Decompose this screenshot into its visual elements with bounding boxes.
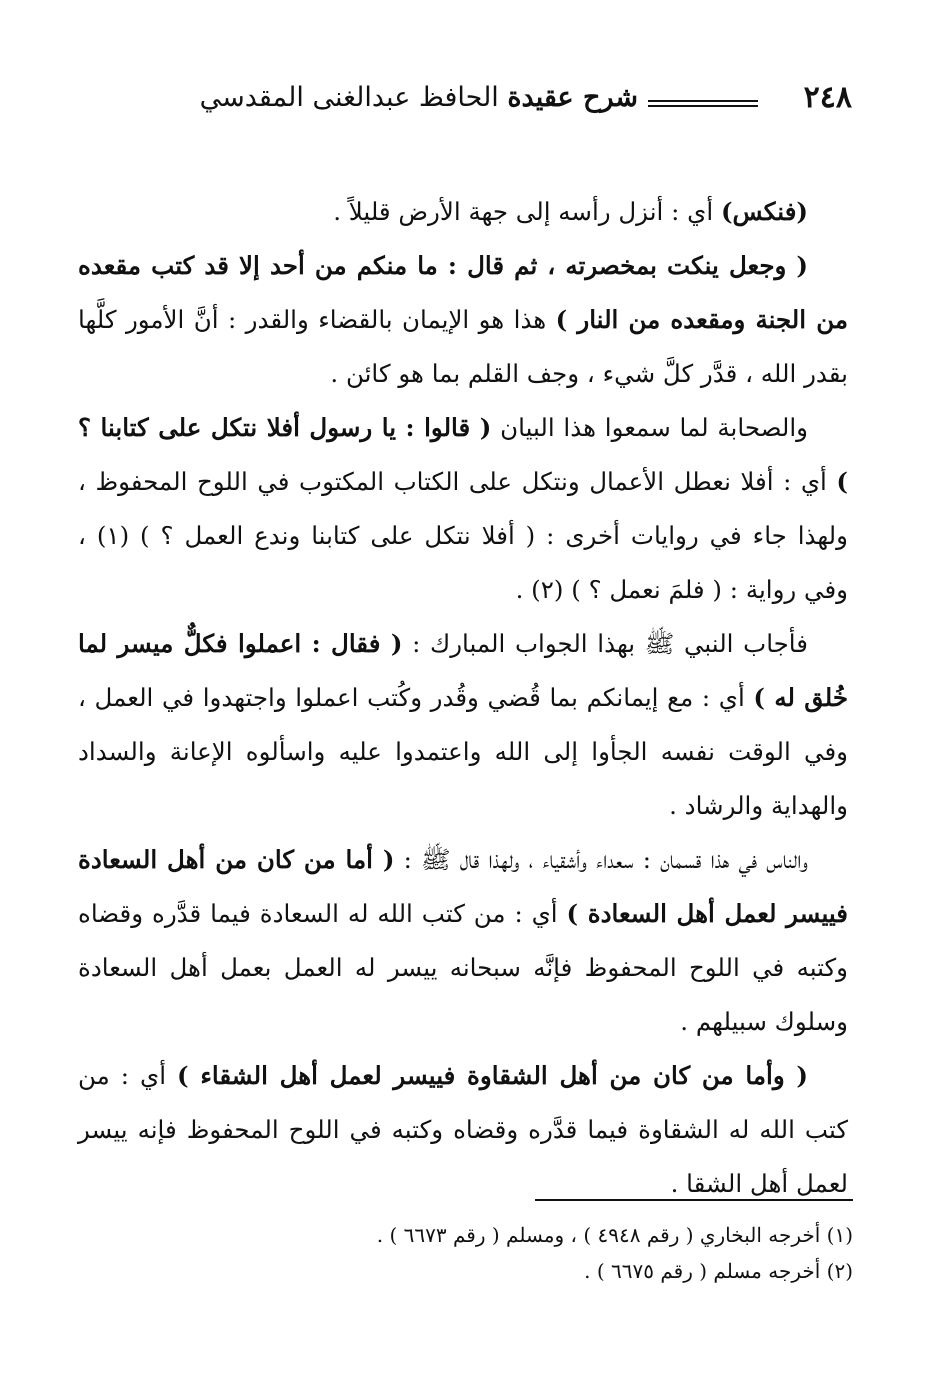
book-title	[200, 82, 638, 113]
quoted-hadith: ( أما من كان من أهل السعادة فييسر لعمل أهل السعادة )	[78, 845, 849, 928]
paragraph	[78, 1049, 848, 1211]
footnote: (٢) أخرجه مسلم ( رقم ٦٦٧٥ ) .	[584, 1259, 853, 1283]
book-title-rest: الحافظ عبدالغنى المقدسي	[199, 82, 499, 113]
commentary: أي : مع إيمانكم بما قُضي وقُدر وكُتب اعملوا واجتهدوا في العمل ، وفي الوقت نفسه الجأوا إلى الله واعتمدوا عليه واسألوه الإعانة والسداد والهداية والرشاد .	[78, 683, 848, 820]
commentary: هذا هو الإيمان بالقضاء والقدر : أنَّ الأمور كلَّها بقدر الله ، قدَّر كلَّ شيء ، وجف القلم بما هو كائن .	[78, 305, 848, 388]
page-number: ٢٤٨	[803, 80, 852, 115]
commentary: أي : أنزل رأسه إلى جهة الأرض قليلاً .	[333, 197, 721, 226]
quoted-hadith: (فنكس)	[720, 197, 808, 226]
paragraph	[78, 401, 848, 617]
commentary: والصحابة لما سمعوا هذا البيان	[491, 413, 808, 442]
paragraph	[78, 239, 848, 401]
commentary: والناس في هذا قسمان : سعداء وأشقياء ، ولهذا قال ﷺ :	[394, 845, 808, 874]
header-rule	[648, 100, 758, 107]
footnote-separator	[535, 1199, 853, 1201]
running-header	[70, 80, 860, 130]
quoted-hadith: ( قالوا : يا رسول أفلا نتكل على كتابنا ؟ )	[78, 413, 848, 496]
quoted-hadith: ( وجعل ينكت بمخصرته ، ثم قال : ما منكم من أحد إلا قد كتب مقعده من الجنة ومقعده من النار )	[78, 251, 848, 334]
paragraph	[78, 617, 848, 833]
commentary: فأجاب النبي ﷺ بهذا الجواب المبارك :	[402, 629, 808, 658]
body-text	[78, 185, 848, 1211]
commentary: أي : من كتب الله له الشقاوة فيما قدَّره وقضاه وكتبه في اللوح المحفوظ فإنه ييسر لعمل أهل الشقا .	[78, 1061, 848, 1198]
footnote: (١) أخرجه البخاري ( رقم ٤٩٤٨ ) ، ومسلم ( رقم ٦٦٧٣ ) .	[376, 1223, 853, 1247]
commentary: أي : أفلا نعطل الأعمال ونتكل على الكتاب المكتوب في اللوح المحفوظ ، ولهذا جاء في روايات أخرى : ( أفلا نتكل على كتابنا وندع العمل ؟ ) (١) ، وفي رواية : ( فلمَ نعمل ؟ ) (٢) .	[78, 467, 848, 604]
book-title-bold: شرح عقيدة	[507, 82, 638, 113]
paragraph	[78, 833, 848, 1049]
footnotes	[300, 1217, 853, 1289]
commentary: أي : من كتب الله له السعادة فيما قدَّره وقضاه وكتبه في اللوح المحفوظ فإنَّه سبحانه ييسر له العمل بعمل أهل السعادة وسلوك سبيلهم .	[78, 899, 848, 1036]
quoted-hadith: ( وأما من كان من أهل الشقاوة فييسر لعمل أهل الشقاء )	[177, 1061, 808, 1090]
paragraph	[78, 185, 848, 239]
quoted-hadith: ( فقال : اعملوا فكلٌّ ميسر لما خُلق له )	[78, 629, 848, 712]
